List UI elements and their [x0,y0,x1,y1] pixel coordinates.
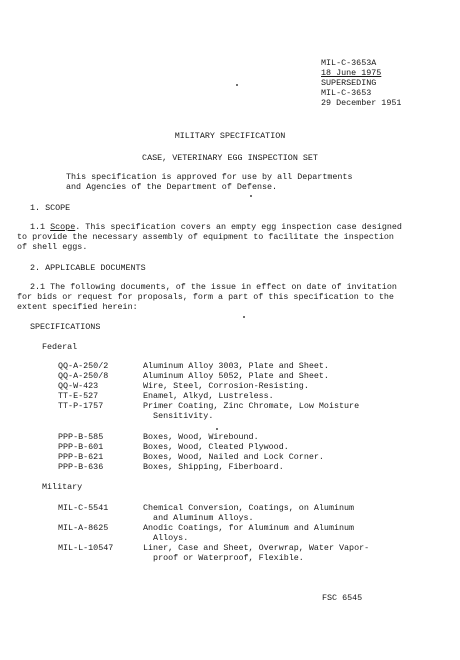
speck [216,428,218,430]
doc-code: TT-E-527 [58,391,99,401]
doc-date: 18 June 1975 [321,68,382,78]
doc-code: MIL-A-8625 [58,523,109,533]
doc-desc: Aluminum Alloy 5052, Plate and Sheet. [143,371,329,381]
doc-code: PPP-B-585 [58,432,104,442]
fsc-code: FSC 6545 [322,593,363,603]
doc-code: MIL-C-5541 [58,503,109,513]
doc-desc: Boxes, Wood, Nailed and Lock Corner. [143,452,324,462]
doc-code: QQ-W-423 [58,381,99,391]
doc-desc: Wire, Steel, Corrosion-Resisting. [143,381,309,391]
military-heading: Military [42,482,83,492]
documents-paragraph-line: for bids or request for proposals, form a part of this specification to the [17,292,394,302]
superseded-number: MIL-C-3653 [321,88,372,98]
approval-line: This specification is approved for use by all Departments [66,172,353,182]
section-heading-scope: 1. SCOPE [30,203,71,213]
speck [236,84,238,86]
doc-code: TT-P-1757 [58,401,104,411]
doc-desc: Anodic Coatings, for Aluminum and Aluminum [143,523,355,533]
doc-code: PPP-B-601 [58,442,104,452]
doc-desc: Aluminum Alloy 3003, Plate and Sheet. [143,361,329,371]
doc-desc: Chemical Conversion, Coatings, on Aluminum [143,503,355,513]
doc-code: MIL-L-10547 [58,543,114,553]
doc-desc-continued: Sensitivity. [143,411,214,421]
scope-paragraph-line: to provide the necessary assembly of equipment to facilitate the inspection [17,232,394,242]
doc-number: MIL-C-3653A [321,58,377,68]
doc-desc-continued: proof or Waterproof, Flexible. [143,553,304,563]
specifications-heading: SPECIFICATIONS [30,322,101,332]
superseded-date: 29 December 1951 [321,98,402,108]
approval-line: and Agencies of the Department of Defense. [66,182,278,192]
doc-desc: Boxes, Shipping, Fiberboard. [143,462,284,472]
scope-paragraph-first-line [30,222,402,232]
doc-code: PPP-B-621 [58,452,104,462]
doc-code: QQ-A-250/2 [58,361,109,371]
scope-paragraph-line: of shell eggs. [17,242,88,252]
document-title: MILITARY SPECIFICATION [174,131,286,141]
scope-number: 1.1 [30,222,46,232]
doc-desc: Liner, Case and Sheet, Overwrap, Water Vapor- [143,543,370,553]
doc-code: QQ-A-250/8 [58,371,109,381]
doc-desc: Boxes, Wood, Wirebound. [143,432,259,442]
doc-desc-continued: Alloys. [143,533,189,543]
documents-paragraph-line: 2.1 The following documents, of the issue in effect on date of invitation [30,282,397,292]
scope-label: Scope [50,222,76,232]
doc-desc-continued: and Aluminum Alloys. [143,513,254,523]
doc-desc: Primer Coating, Zinc Chromate, Low Moisture [143,401,360,411]
doc-desc: Boxes, Wood, Cleated Plywood. [143,442,289,452]
speck [250,195,252,197]
superseding-label: SUPERSEDING [321,78,377,88]
doc-code: PPP-B-636 [58,462,104,472]
section-heading-applicable-documents: 2. APPLICABLE DOCUMENTS [30,263,146,273]
documents-paragraph-line: extent specified herein: [17,302,138,312]
document-subtitle: CASE, VETERINARY EGG INSPECTION SET [142,153,318,163]
doc-desc: Enamel, Alkyd, Lustreless. [143,391,274,401]
federal-heading: Federal [42,342,78,352]
speck [243,316,245,318]
scope-text: . This specification covers an empty egg inspection case designed [75,222,402,232]
